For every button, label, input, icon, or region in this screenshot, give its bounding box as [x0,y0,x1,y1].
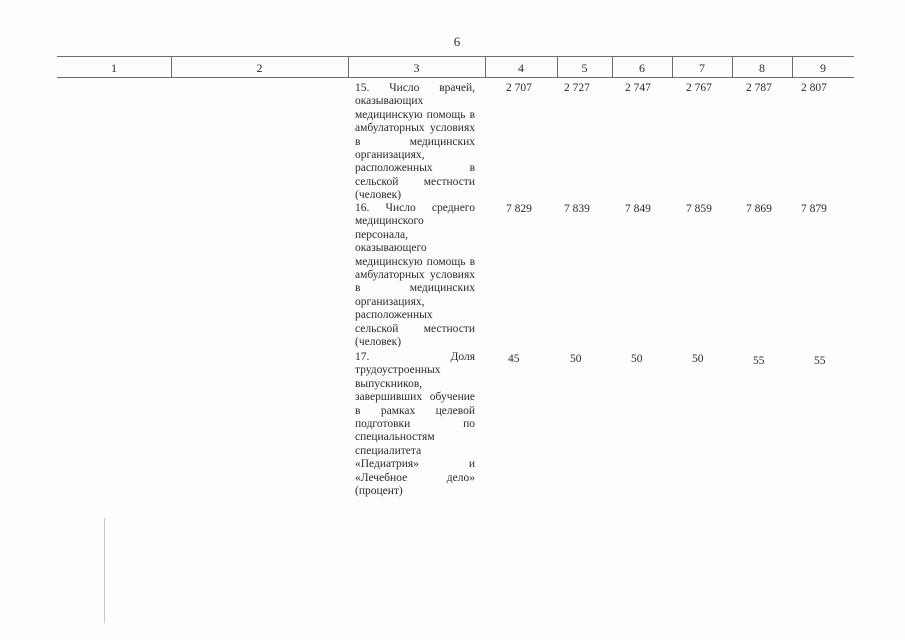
indicator-value: 2 727 [564,82,590,94]
indicator-value: 50 [692,353,704,365]
indicator-value: 7 839 [564,203,590,215]
column-header: 2 [256,61,263,75]
column-header: 9 [820,61,826,75]
indicator-value: 50 [570,353,582,365]
indicator-value: 55 [753,355,765,367]
column-header: 4 [518,61,524,75]
indicator-value: 2 787 [746,82,772,94]
indicator-description: 16. Число среднего медицинского персонала, оказывающего медицинскую помощь в амбулаторных условиях в медицинских организациях, расположенных сельской местности (человек) [355,202,475,349]
indicator-description: 17. Доля трудоустроенных выпускников, завершивших обучение в рамках целевой подготовки по специальностям специалитета «Педиатрия» и «Лечебное дело» (процент) [355,351,475,498]
column-header: 6 [639,61,645,75]
indicator-description: 15. Число врачей, оказывающих медицинскую помощь в амбулаторных условиях в медицинских организациях, расположенных в сельской местности (человек) [355,82,475,202]
header-top-rule [57,56,854,57]
column-header: 8 [759,61,765,75]
column-header: 3 [413,61,420,75]
indicator-value: 7 849 [625,203,651,215]
indicator-value: 7 859 [686,203,712,215]
indicator-value: 45 [508,353,520,365]
column-header: 5 [581,61,588,75]
indicator-value: 7 879 [801,203,827,215]
indicator-value: 7 869 [746,203,772,215]
indicator-value: 55 [814,355,826,367]
indicator-value: 7 829 [506,203,532,215]
header-bottom-rule [57,77,854,78]
page-number: 6 [453,34,461,49]
scan-artifact [104,518,105,623]
indicator-value: 50 [631,353,643,365]
indicator-value: 2 807 [801,82,827,94]
indicator-value: 2 747 [625,82,651,94]
indicator-value: 2 767 [686,82,712,94]
column-header: 7 [699,61,705,75]
column-header: 1 [111,61,117,75]
indicator-value: 2 707 [506,82,532,94]
